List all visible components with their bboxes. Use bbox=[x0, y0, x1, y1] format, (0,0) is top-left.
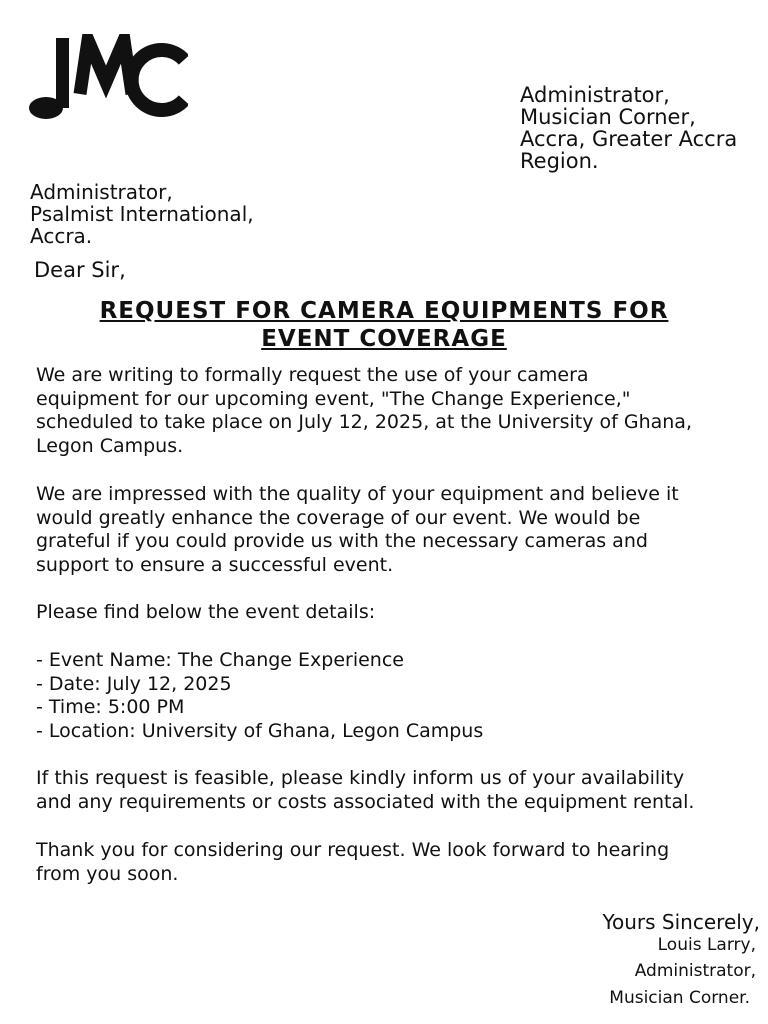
paragraph-thanks bbox=[36, 839, 669, 886]
paragraph-intro bbox=[36, 364, 692, 458]
recipient-address bbox=[30, 181, 254, 247]
event-detail-item: - Event Name: The Change Experience bbox=[36, 649, 404, 671]
paragraph-line: We are writing to formally request the use of your camera bbox=[36, 364, 589, 386]
signatory-name: Louis Larry, bbox=[657, 935, 756, 955]
sender-address-line: Region. bbox=[520, 149, 599, 173]
paragraph-line: grateful if you could provide us with the necessary cameras and bbox=[36, 530, 648, 552]
recipient-address-line: Administrator, bbox=[30, 180, 173, 204]
event-detail-item: - Location: University of Ghana, Legon Campus bbox=[36, 719, 484, 742]
salutation: Dear Sir, bbox=[34, 258, 126, 282]
paragraph-line: and any requirements or costs associated with the equipment rental. bbox=[36, 790, 695, 813]
subject-line: REQUEST FOR CAMERA EQUIPMENTS FOR bbox=[99, 298, 669, 324]
jmc-logo bbox=[28, 34, 188, 122]
sender-address-line: Administrator, bbox=[520, 83, 670, 107]
paragraph-line: Thank you for considering our request. We look forward to hearing bbox=[36, 839, 670, 861]
paragraph-line: Please find below the event details: bbox=[36, 601, 376, 623]
recipient-address-line: Psalmist International, bbox=[30, 202, 254, 226]
subject-heading bbox=[0, 297, 768, 353]
paragraph-feasibility bbox=[36, 767, 694, 814]
paragraph-quality bbox=[36, 483, 679, 577]
event-detail-item: - Date: July 12, 2025 bbox=[36, 672, 232, 695]
event-details-list bbox=[36, 649, 483, 743]
paragraph-line: scheduled to take place on July 12, 2025, at the University of Ghana, bbox=[36, 411, 692, 433]
recipient-address-line: Accra. bbox=[30, 224, 93, 248]
event-detail-item: - Time: 5:00 PM bbox=[36, 696, 185, 718]
signatory-organization: Musician Corner. bbox=[609, 988, 750, 1008]
paragraph-line: equipment for our upcoming event, "The Change Experience," bbox=[36, 387, 631, 410]
paragraph-details-intro bbox=[36, 601, 375, 625]
subject-line: EVENT COVERAGE bbox=[261, 326, 507, 352]
paragraph-line: We are impressed with the quality of your equipment and believe it bbox=[36, 483, 679, 505]
paragraph-line: support to ensure a successful event. bbox=[36, 553, 394, 576]
sender-address-line: Accra, Greater Accra bbox=[520, 127, 738, 151]
paragraph-line: Legon Campus. bbox=[36, 434, 184, 457]
valediction: Yours Sincerely, bbox=[602, 910, 760, 934]
paragraph-line: If this request is feasible, please kindly inform us of your availability bbox=[36, 767, 685, 789]
sender-address-line: Musician Corner, bbox=[520, 105, 696, 129]
jmc-logo-mark bbox=[28, 34, 188, 122]
sender-address bbox=[520, 84, 737, 172]
paragraph-line: would greatly enhance the coverage of our event. We would be bbox=[36, 506, 641, 529]
paragraph-line: from you soon. bbox=[36, 862, 179, 885]
signatory-title: Administrator, bbox=[634, 961, 756, 981]
